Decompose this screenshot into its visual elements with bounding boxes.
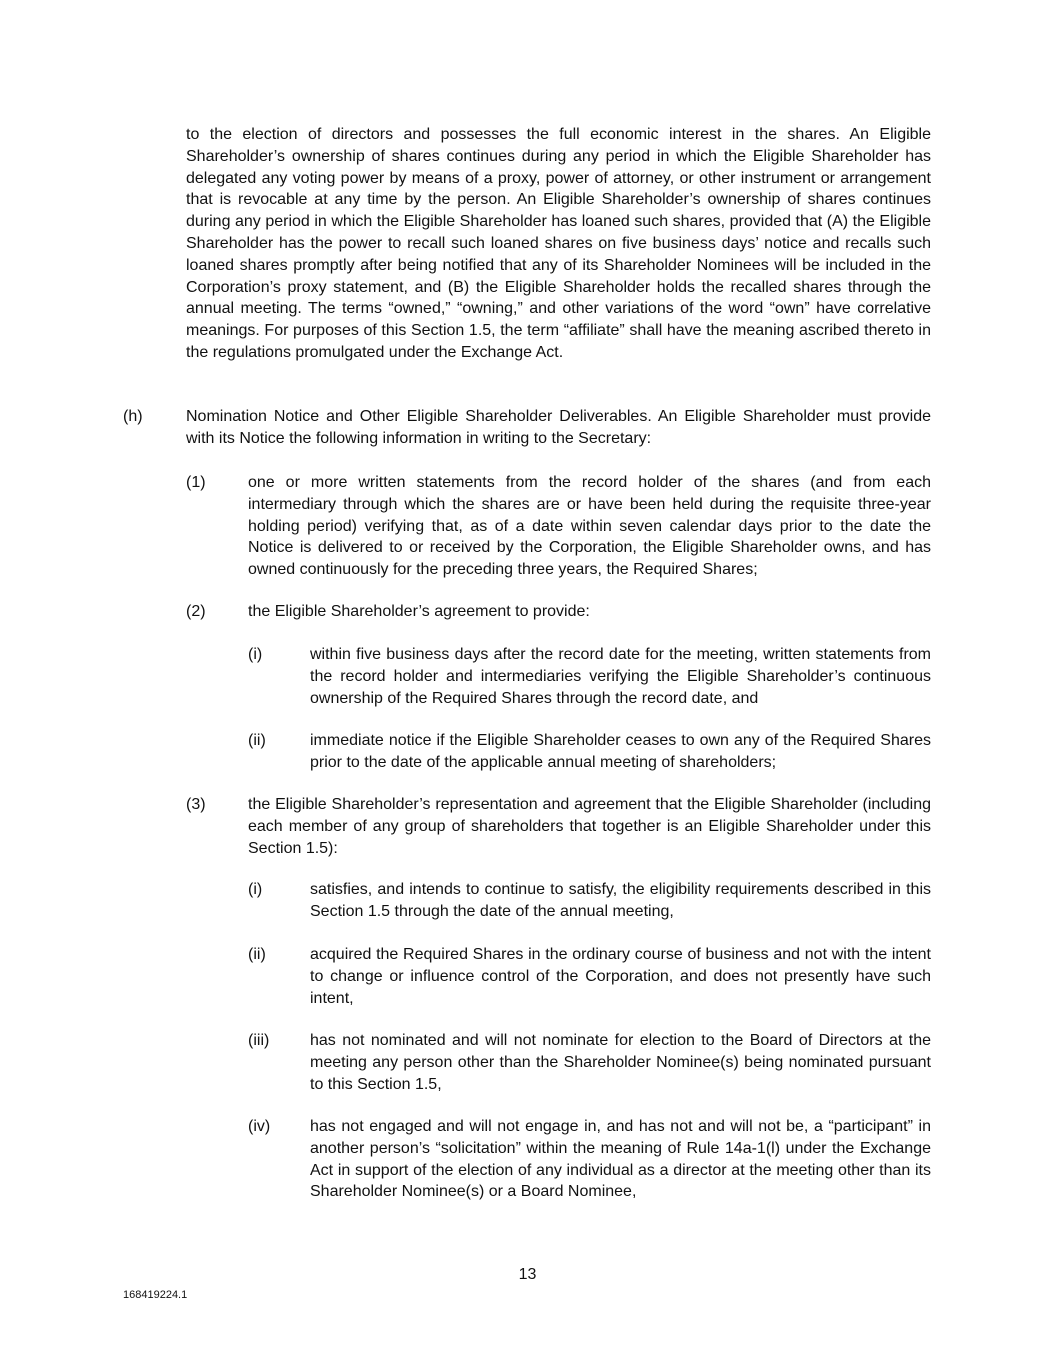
item-3-iv-text: has not engaged and will not engage in, and has not and will not be, a “participant” in another person’s “solicitation” within the meaning of Rule 14a-1(l) under the Exchange Act in support of the election of any individual as a director at the meeting other than its Shareholder Nominee(s) or a Board Nominee, bbox=[310, 1118, 931, 1201]
item-2-text: the Eligible Shareholder’s agreement to provide: bbox=[248, 603, 590, 620]
item-2-ii-label: (ii) bbox=[248, 732, 266, 749]
intro-paragraph: to the election of directors and possesses the full economic interest in the shares. An Eligible Shareholder’s ownership of shares continues during any period in which the Eligible Shareholder has delegated any voting power by means of a proxy, power of attorney, or other instrument or arrangement that is revocable at any time by the person. An Eligible Shareholder’s ownership of shares continues during any period in which the Eligible Shareholder has loaned such shares, provided that (A) the Eligible Shareholder has the power to recall such loaned shares on five business days’ notice and recalls such loaned shares promptly after being notified that any of its Shareholder Nominees will be included in the Corporation’s proxy statement, and (B) the Eligible Shareholder holds the recalled shares through the annual meeting. The terms “owned,” “owning,” and other variations of the word “own” have correlative meanings. For purposes of this Section 1.5, the term “affiliate” shall have the meaning ascribed thereto in the regulations promulgated under the Exchange Act. bbox=[186, 126, 931, 361]
item-2-ii-text: immediate notice if the Eligible Shareholder ceases to own any of the Required Shares prior to the date of the applicable annual meeting of shareholders; bbox=[310, 732, 931, 771]
item-2-i-label: (i) bbox=[248, 646, 263, 663]
page-number: 13 bbox=[518, 1266, 537, 1283]
item-3-i-label: (i) bbox=[248, 881, 263, 898]
item-2-label: (2) bbox=[186, 603, 206, 620]
section-h-text: Nomination Notice and Other Eligible Shareholder Deliverables. An Eligible Shareholder must provide with its Notice the following information in writing to the Secretary: bbox=[186, 408, 931, 447]
item-3-i-text: satisfies, and intends to continue to satisfy, the eligibility requirements described in this Section 1.5 through the date of the annual meeting, bbox=[310, 881, 931, 920]
item-3-text: the Eligible Shareholder’s representation and agreement that the Eligible Shareholder (including each member of any group of shareholders that together is an Eligible Shareholder under this Section 1.5): bbox=[248, 796, 931, 857]
item-1-label: (1) bbox=[186, 474, 206, 491]
section-h-label: (h) bbox=[123, 408, 143, 425]
document-id: 168419224.1 bbox=[123, 1289, 188, 1301]
item-3-label: (3) bbox=[186, 796, 206, 813]
item-3-ii-text: acquired the Required Shares in the ordinary course of business and not with the intent to change or influence control of the Corporation, and does not presently have such intent, bbox=[310, 946, 931, 1007]
item-1-text: one or more written statements from the record holder of the shares (and from each intermediary through which the shares are or have been held during the requisite three-year holding period) verifying that, as of a date within seven calendar days prior to the date the Notice is delivered to or received by the Corporation, the Eligible Shareholder owns, and has owned continuously for the preceding three years, the Required Shares; bbox=[248, 474, 931, 579]
item-3-iii-label: (iii) bbox=[248, 1032, 270, 1049]
item-2-i-text: within five business days after the record date for the meeting, written statements from the record holder and intermediaries verifying the Eligible Shareholder’s continuous ownership of the Required Shares through the record date, and bbox=[310, 646, 931, 707]
item-3-ii-label: (ii) bbox=[248, 946, 266, 963]
item-3-iv-label: (iv) bbox=[248, 1118, 271, 1135]
item-3-iii-text: has not nominated and will not nominate for election to the Board of Directors at the meeting any person other than the Shareholder Nominee(s) being nominated pursuant to this Section 1.5, bbox=[310, 1032, 931, 1093]
